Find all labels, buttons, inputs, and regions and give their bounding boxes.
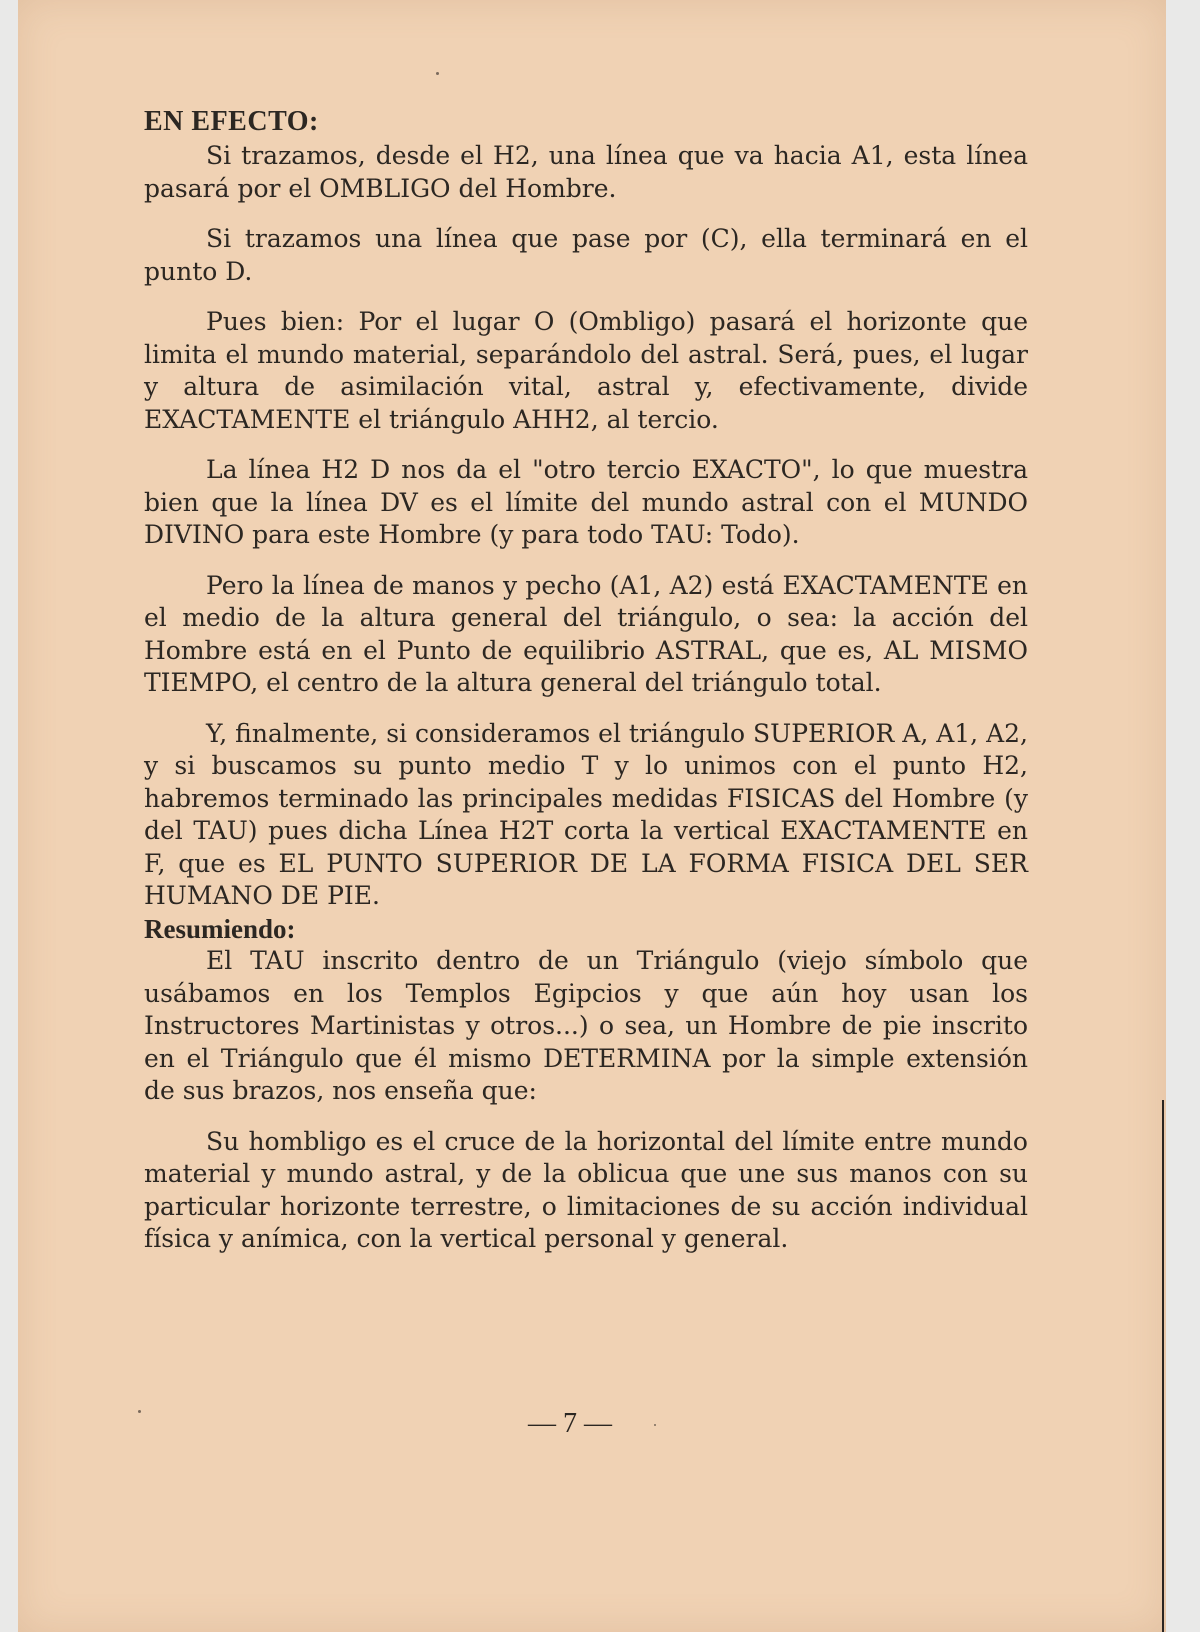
- page-edge-line: [1162, 1100, 1164, 1632]
- body-text: [144, 104, 1028, 1256]
- paragraph: Pero la línea de manos y pecho (A1, A2) está EXACTAMENTE en el medio de la altura general del triángulo, o sea: la acción del Hombre está en el Punto de equilibrio ASTRAL, que es, AL MISMO TIEMPO, el centro de la altura general del triángulo total.: [144, 570, 1028, 697]
- paragraph: Y, finalmente, si consideramos el triángulo SUPERIOR A, A1, A2, y si buscamos su punto medio T y lo unimos con el punto H2, habremos terminado las principales medidas FISICAS del Hombre (y del TAU) pues dicha Línea H2T corta la vertical EXACTAMENTE en F, que es EL PUNTO SUPERIOR DE LA FORMA FISICA DEL SER HUMANO DE PIE.: [144, 718, 1028, 910]
- paper-speck: [436, 72, 439, 75]
- summary-heading: Resumiendo:: [144, 913, 296, 944]
- paper-speck: [138, 1410, 141, 1413]
- paragraph: Si trazamos, desde el H2, una línea que va hacia A1, esta línea pasará por el OMBLIGO del Hombre.: [144, 141, 1028, 203]
- paragraph: Si trazamos una línea que pase por (C), ella terminará en el punto D.: [144, 224, 1028, 286]
- summary-paragraph: Su hombligo es el cruce de la horizontal del límite entre mundo material y mundo astral, y de la oblicua que une sus manos con su particular horizonte terrestre, o limitaciones de su acción individual física y anímica, con la vertical personal y general.: [144, 1126, 1028, 1253]
- page-number: — 7 —: [528, 1408, 612, 1439]
- paragraph: La línea H2 D nos da el "otro tercio EXACTO", lo que muestra bien que la línea DV es el límite del mundo astral con el MUNDO DIVINO para este Hombre (y para todo TAU: Todo).: [144, 455, 1028, 549]
- summary-paragraph: El TAU inscrito dentro de un Triángulo (viejo símbolo que usábamos en los Templos Egipcios y que aún hoy usan los Instructores Martinistas y otros...) o sea, un Hombre de pie inscrito en el Triángulo que él mismo DETERMINA por la simple extensión de sus brazos, nos enseña que:: [144, 946, 1028, 1105]
- paper-speck: [654, 1424, 656, 1426]
- paragraph: Pues bien: Por el lugar O (Ombligo) pasará el horizonte que limita el mundo material, separándolo del astral. Será, pues, el lugar y altura de asimilación vital, astral y, efectivamente, divide EXACTAMENTE el triángulo AHH2, al tercio.: [144, 307, 1028, 434]
- section-heading: EN EFECTO:: [144, 106, 319, 137]
